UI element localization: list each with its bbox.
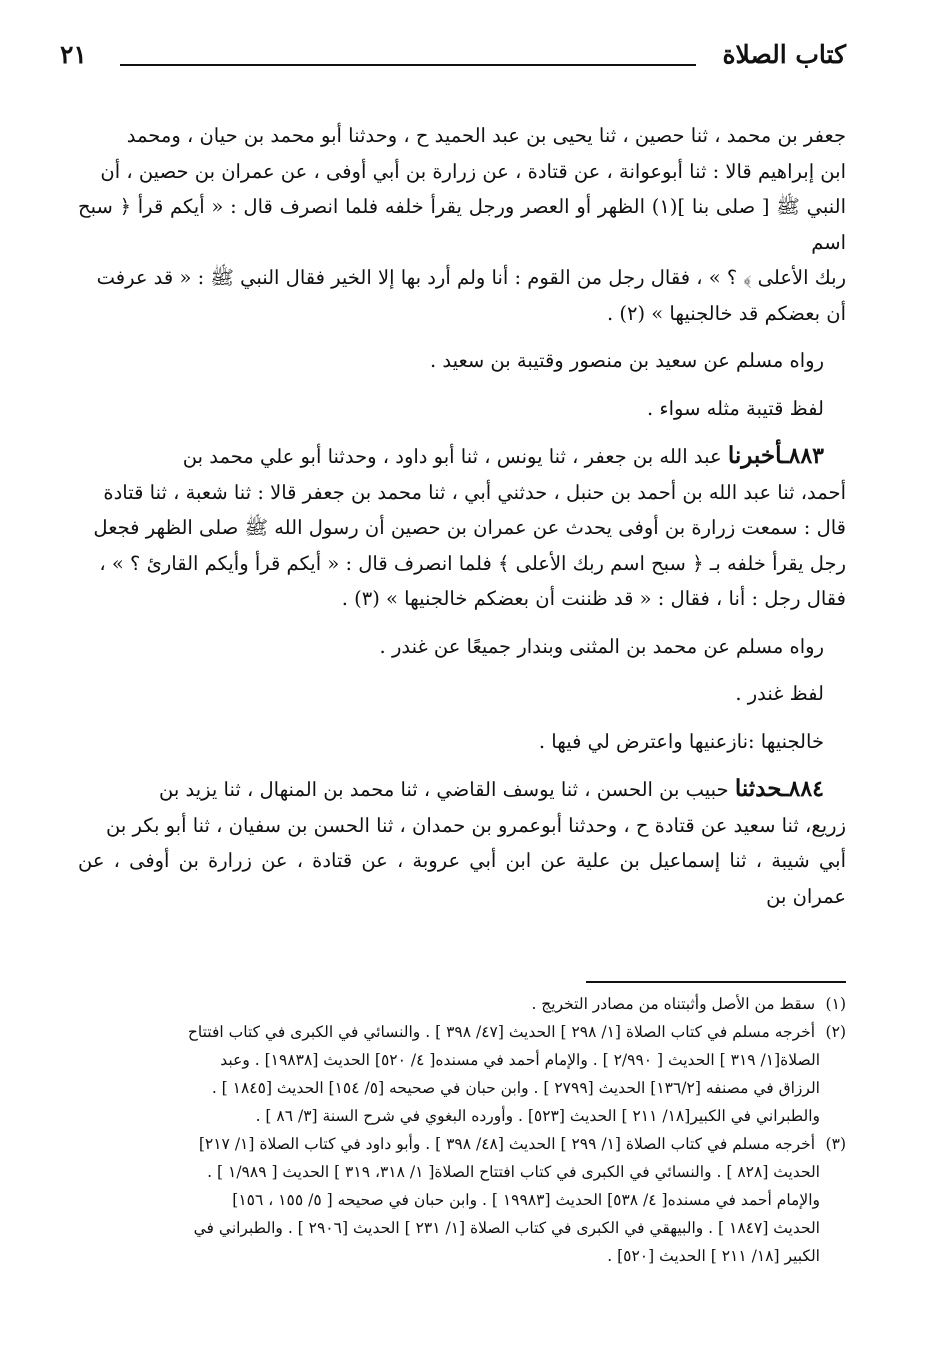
hadith-lead-word: أخبرنا: [727, 442, 783, 469]
main-text: [78, 118, 846, 914]
hadith-first-line: [78, 771, 846, 808]
paragraph-continuation: [78, 118, 846, 331]
hadith-number: ٨٨٤ـ: [782, 776, 824, 802]
footnote-1: [78, 990, 846, 1018]
footnote-line: الحديث [٨٢٨ ] . والنسائي في الكبرى في كتاب افتتاح الصلاة[ ١/ ٣١٨، ٣١٩ ] الحديث [ ١/٩٨٩ ] .: [207, 1163, 820, 1181]
narration-note: رواه مسلم عن محمد بن المثنى وبندار جميعًا عن غندر .: [379, 634, 824, 658]
header-rule: [120, 64, 696, 66]
hadith-lead-word: حدثنا: [734, 775, 783, 802]
footnote-2: [78, 1018, 846, 1130]
glossary-note: خالجنيها :نازعنيها واعترض لي فيها .: [538, 729, 824, 753]
text-line: أن بعضكم قد خالجنيها » (٢) .: [606, 301, 846, 325]
footnote-line: (٣) أخرجه مسلم في كتاب الصلاة [١/ ٢٩٩ ] الحديث [٤٨/ ٣٩٨ ] . وأبو داود في كتاب الصلاة [١/ ٢١٧]: [78, 1130, 846, 1158]
hadith-884: [78, 771, 846, 914]
footnote-number: (٣): [825, 1135, 846, 1153]
wording-note: لفظ قتيبة مثله سواء .: [647, 396, 824, 420]
hadith-first-line: [78, 438, 846, 475]
footnotes: [78, 990, 846, 1270]
text-line: حبيب بن الحسن ، ثنا يوسف القاضي ، ثنا محمد بن المنهال ، ثنا يزيد بن: [159, 778, 729, 801]
footnote-line: والطبراني في الكبير[١٨/ ٢١١ ] الحديث [٥٢٣] . وأورده البغوي في شرح السنة [٣/ ٨٦ ] .: [255, 1107, 820, 1125]
footnote-line: الصلاة[١/ ٣١٩ ] الحديث [ ٢/٩٩٠ ] . والإمام أحمد في مسنده[ ٤/ ٥٢٠] الحديث [١٩٨٣٨] . وعبد: [220, 1051, 820, 1069]
text-line: أبي شيبة ، ثنا إسماعيل بن علية عن ابن أبي عروبة ، عن قتادة ، عن زرارة بن أوفى ، عن عمران بن: [78, 849, 846, 908]
text-line: عبد الله بن جعفر ، ثنا يونس ، ثنا أبو داود ، وحدثنا أبو علي محمد بن: [182, 445, 722, 468]
text-line: قال : سمعت زرارة بن أوفى يحدث عن عمران بن حصين أن رسول الله ﷺ صلى الظهر فجعل: [93, 516, 846, 539]
footnote-line: الحديث [١٨٤٧ ] . والبيهقي في الكبرى في كتاب الصلاة [١/ ٢٣١ ] الحديث [٢٩٠٦ ] . والطبراني في: [193, 1219, 820, 1237]
running-title: كتاب الصلاة: [722, 40, 846, 69]
text-line: النبي ﷺ [ صلى بنا ](١) الظهر أو العصر ورجل يقرأ خلفه فلما انصرف قال : « أيكم قرأ ﴿ سبح اسم: [78, 195, 846, 254]
footnote-separator: [586, 981, 846, 983]
hadith-number: ٨٨٣ـ: [782, 443, 824, 469]
wording-note: لفظ غندر .: [735, 682, 824, 705]
text-line: أحمد، ثنا عبد الله بن أحمد بن حنبل ، حدثني أبي ، ثنا محمد بن جعفر قالا : ثنا شعبة ، ثنا قتادة: [103, 480, 846, 504]
footnote-line: الرزاق في مصنفه [١٣٦/٢] الحديث [٢٧٩٩ ] . وابن حبان في صحيحه [٥/ ١٥٤] الحديث [١٨٤٥ ] .: [211, 1079, 820, 1097]
text-line: جعفر بن محمد ، ثنا حصين ، ثنا يحيى بن عبد الحميد ح ، وحدثنا أبو محمد بن حيان ، ومحمد: [126, 124, 846, 147]
footnote-3: [78, 1130, 846, 1270]
page-number: ٢١: [60, 40, 87, 69]
footnote-line: والإمام أحمد في مسنده[ ٤/ ٥٣٨] الحديث [١٩٩٨٣ ] . وابن حبان في صحيحه [ ٥/ ١٥٥ ، ١٥٦]: [232, 1191, 820, 1209]
footnote-number: (١): [825, 995, 846, 1013]
footnote-line: (١) سقط من الأصل وأثبتناه من مصادر التخريج .: [78, 990, 846, 1018]
footnote-line: الكبير [١٨/ ٢١١ ] الحديث [٥٢٠] .: [607, 1247, 820, 1265]
text-line: ابن إبراهيم قالا : ثنا أبوعوانة ، عن قتادة ، عن زرارة بن أبي أوفى ، عن عمران بن حصين ، أن: [100, 159, 846, 183]
text-line: ربك الأعلى ﴾ ؟ » ، فقال رجل من القوم : أنا ولم أرد بها إلا الخير فقال النبي ﷺ : « قد عرفت: [96, 266, 846, 289]
text-line: فقال رجل : أنا ، فقال : « قد ظننت أن بعضكم خالجنيها » (٣) .: [341, 587, 846, 610]
hadith-883: [78, 438, 846, 617]
page-header: [60, 38, 846, 78]
narration-note: رواه مسلم عن سعيد بن منصور وقتيبة بن سعيد .: [429, 349, 824, 372]
text-line: رجل يقرأ خلفه بـ ﴿ سبح اسم ربك الأعلى ﴾ فلما انصرف قال : « أيكم قرأ وأيكم القارئ ؟ » ،: [99, 551, 846, 575]
text-line: زريع، ثنا سعيد عن قتادة ح ، وحدثنا أبوعمرو بن حمدان ، ثنا الحسن بن سفيان ، ثنا أبو بكر بن: [105, 813, 846, 837]
footnote-line: (٢) أخرجه مسلم في كتاب الصلاة [١/ ٢٩٨ ] الحديث [٤٧/ ٣٩٨ ] . والنسائي في الكبرى في كتاب افتتاح: [78, 1018, 846, 1046]
footnote-number: (٢): [825, 1023, 846, 1041]
